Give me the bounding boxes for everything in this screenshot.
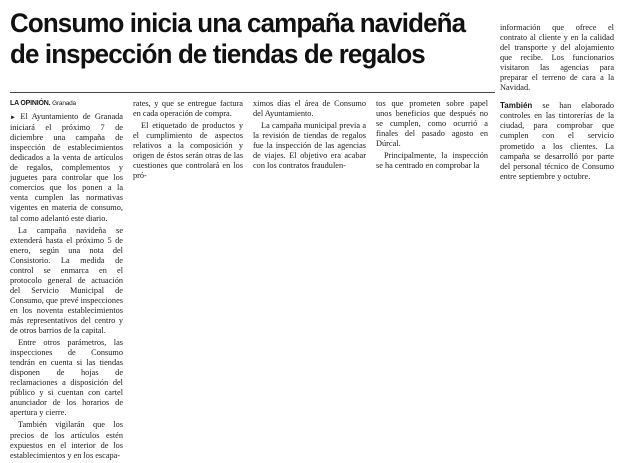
paragraph: información que ofrece el contrato al cliente y en la calidad del transporte y del alojamiento que recibe. Los funcionarios visitaron las agencias para preparar el terreno de cara a la Navidad. <box>500 23 614 93</box>
paragraph: tos que prometen sobre papel unos beneficios que después no se cumplen, como ocurrió a finales del pasado agosto en Dúrcal. <box>376 99 488 149</box>
bold-lead-word: También <box>500 101 533 111</box>
paragraph: ximos días el área de Consumo del Ayuntamiento. <box>253 99 366 119</box>
byline-place: Granada <box>52 100 76 107</box>
paragraph: La campaña municipal previa a la revisión de tiendas de regalos fue la inspección de las agencias de viajes. El objetivo era acabar con los contratos fraudulen- <box>253 121 366 171</box>
paragraph: Principalmente, la inspección se ha centrado en comprobar la <box>376 151 488 171</box>
paragraph-text: El Ayuntamiento de Granada iniciará el próximo 7 de diciembre una campaña de inspección de establecimientos dedicados a la venta de artículos de regalos, complementos y juguetes para controlar que los comercios que los ponen a la venta cumplen las normativas vigentes en materia de consumo, tal como adelantó este diario. <box>10 112 123 223</box>
byline <box>10 99 123 109</box>
paragraph: rates, y que se entregue factura en cada operación de compra. <box>133 99 243 119</box>
paragraph: La campaña navideña se extenderá hasta el próximo 5 de enero, según una nota del Consistorio. La medida de control se enmarca en el protocolo general de actuación del Servicio Municipal de Consumo, que prevé inspecciones en los noventa establecimientos más representativos del centro y de otros barrios de la capital. <box>10 225 123 336</box>
paragraph <box>500 101 614 181</box>
article-column-2 <box>133 99 243 183</box>
headline-rule <box>10 92 495 93</box>
paragraph: También vigilarán que los precios de los artículos estén expuestos en el interior de los establecimientos y en los escapa- <box>10 420 123 460</box>
article-column-1 <box>10 99 123 463</box>
headline: Consumo inicia una campaña navideña de inspección de tiendas de regalos <box>10 8 466 69</box>
paragraph <box>10 112 123 224</box>
paragraph: El etiquetado de productos y el cumplimiento de aspectos relativos a la composición y origen de éstos serán otras de las cuestiones que controlará en los pró- <box>133 121 243 181</box>
article-column-3 <box>253 99 366 173</box>
article-column-4 <box>376 99 488 173</box>
byline-source: LA OPINIÓN. <box>10 100 51 107</box>
paragraph-text: se han elaborado controles en las tintorerías de la ciudad, para comprobar que cumplen con el servicio prometido a los clientes. La campaña se desarrolló por parte del personal técnico de Consumo entre septiembre y octubre. <box>500 101 614 181</box>
paragraph: Entre otros parámetros, las inspecciones de Consumo tendrán en cuenta si las tiendas disponen de hojas de reclamaciones a disposición del público y si cuentan con cartel anunciador de los horarios de apertura y cierre. <box>10 338 123 418</box>
lead-marker: ► <box>10 115 16 122</box>
article-column-5 <box>500 23 614 184</box>
